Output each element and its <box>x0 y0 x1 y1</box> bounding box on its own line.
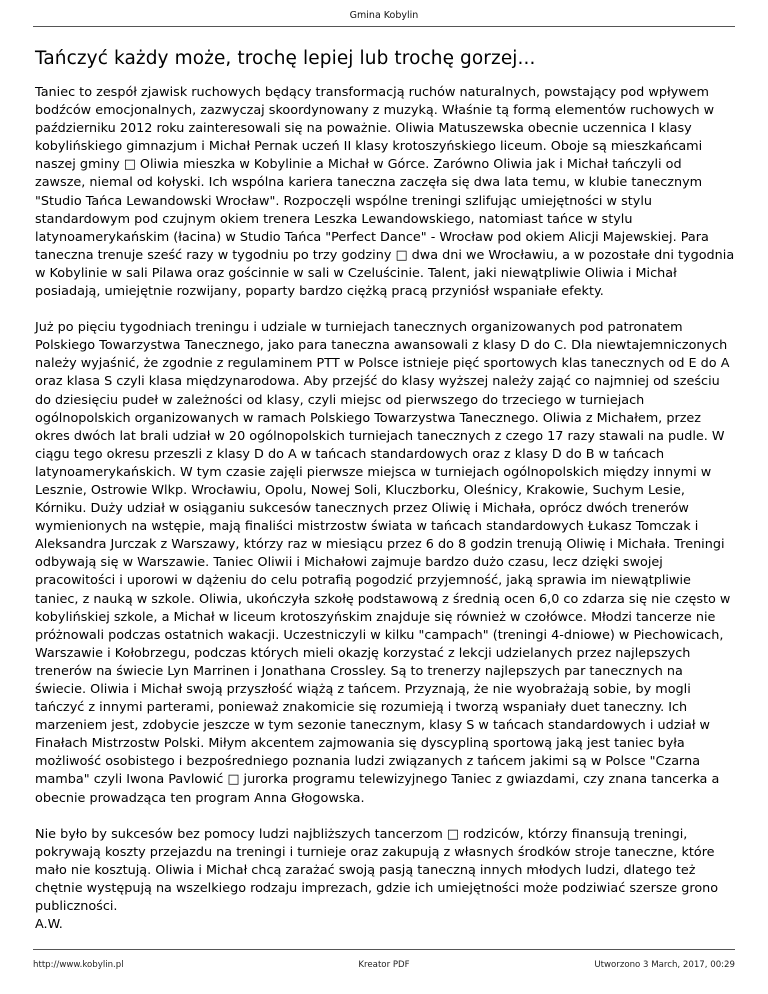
page-title: Tańczyć każdy może, trochę lepiej lub trochę gorzej... <box>35 48 536 70</box>
footer-divider <box>33 949 735 950</box>
site-header: Gmina Kobylin <box>349 10 419 21</box>
paragraph: Taniec to zespół zjawisk ruchowych będący transformacją ruchów naturalnych, powstający pod wpływem bodźców emocjonalnych, zazwyczaj skoordynowany z muzyką. Właśnie tą formą elementów ruchowych w październiku 2012 roku zainteresowali się na poważnie. Oliwia Matuszewska obecnie uczennica I klasy kobylińskiego gimnazjum i Michał Pernak uczeń II klasy krotoszyńskiego liceum. Oboje są mieszkańcami naszej gminy □ Oliwia mieszka w Kobylinie a Michał w Górce. Zarówno Oliwia jak i Michał tańczyli od zawsze, niemal od kołyski. Ich wspólna kariera taneczna zaczęła się dwa lata temu, w klubie tanecznym "Studio Tańca Lewandowski Wrocław". Rozpoczęli wspólne treningi szlifując umiejętności w stylu standardowym pod czujnym okiem trenera Leszka Lewandowskiego, natomiast tańce w stylu latynoamerykańskim (łacina) w Studio Tańca "Perfect Dance" - Wrocław pod okiem Alicji Majewskiej. Para taneczna trenuje sześć razy w tygodniu po trzy godziny □ dwa dni we Wrocławiu, a w pozostałe dni tygodnia w Kobylinie w sali Pilawa oraz gościnnie w sali w Czeluścinie. Talent, jaki niewątpliwie Oliwia i Michał posiadają, umiejętnie rozwijany, poparty bardzo ciężką pracą przyniósł wspaniałe efekty. <box>35 85 735 300</box>
paragraph: Już po pięciu tygodniach treningu i udziale w turniejach tanecznych organizowanych pod patronatem Polskiego Towarzystwa Tanecznego, jako para taneczna awansowali z klasy D do C. Dla niewtajemniczonych należy wyjaśnić, że zgodnie z regulaminem PTT w Polsce istnieje pięć sportowych klas tanecznych od E do A oraz klasa S czyli klasa międzynarodowa. Aby przejść do klasy wyższej należy zająć co najmniej od sześciu do dziesięciu pudeł w zależności od klasy, czyli miejsc od pierwszego do trzeciego w turniejach ogólnopolskich organizowanych w ramach Polskiego Towarzystwa Tanecznego. Oliwia z Michałem, przez okres dwóch lat brali udział w 20 ogólnopolskich turniejach tanecznych z czego 17 razy stawali na pudle. W ciągu tego okresu przeszli z klasy D do A w tańcach standardowych oraz z klasy D do B w tańcach latynoamerykańskich. W tym czasie zajęli pierwsze miejsca w turniejach ogólnopolskich między innymi w Lesznie, Ostrowie Wlkp. Wrocławiu, Opolu, Nowej Soli, Kluczborku, Oleśnicy, Krakowie, Suchym Lesie, Kórniku. Duży udział w osiąganiu sukcesów tanecznych przez Oliwię i Michała, oprócz dwóch trenerów wymienionych na wstępie, mają finaliści mistrzostw świata w tańcach standardowych Łukasz Tomczak i Aleksandra Jurczak z Warszawy, którzy raz w miesiącu przez 6 do 8 godzin trenują Oliwię i Michała. Treningi odbywają się w Warszawie. Taniec Oliwii i Michałowi zajmuje bardzo dużo czasu, lecz dzięki swojej pracowitości i uporowi w dążeniu do celu potrafią pogodzić przyjemność, jaką sprawia im niewątpliwie taniec, z nauką w szkole. Oliwia, ukończyła szkołę podstawową z średnią ocen 6,0 co zdarza się nie często w kobylińskiej szkole, a Michał w liceum krotoszyńskim znajduje się również w czołówce. Młodzi tancerze nie próżnowali podczas ostatnich wakacji. Uczestniczyli w kilku "campach" (treningi 4-dniowe) w Piechowicach, Warszawie i Kołobrzegu, podczas których mieli okazję korzystać z lekcji udzielanych przez najlepszych trenerów na świecie Lyn Marrinen i Jonathana Crossley. Są to trenerzy najlepszych par tanecznych na świecie. Oliwia i Michał swoją przyszłość wiążą z tańcem. Przyznają, że nie wyobrażają sobie, by mogli tańczyć z innymi parterami, ponieważ znakomicie się rozumieją i tworzą wspaniały duet taneczny. Ich marzeniem jest, zdobycie jeszcze w tym sezonie tanecznym, klasy S w tańcach standardowych i udział w Finałach Mistrzostw Polski. Miłym akcentem zajmowania się dyscypliną sportową jaką jest taniec była możliwość osobistego i bezpośredniego poznania ludzi związanych z tańcem jakimi są w Polsce "Czarna mamba" czyli Iwona Pavlowić □ jurorka programu telewizyjnego Taniec z gwiazdami, czy znana tancerka a obecnie prowadząca ten program Anna Głogowska. <box>35 320 731 806</box>
author-signature: A.W. <box>35 917 63 933</box>
footer-timestamp: Utworzono 3 March, 2017, 00:29 <box>594 960 735 970</box>
footer-url-link[interactable]: http://www.kobylin.pl <box>33 960 124 970</box>
article-body <box>35 84 735 934</box>
footer-url[interactable] <box>33 960 124 970</box>
footer-generator: Kreator PDF <box>358 960 410 970</box>
header-divider <box>33 26 735 27</box>
page-footer <box>33 960 735 970</box>
paragraph: Nie było by sukcesów bez pomocy ludzi najbliższych tancerzom □ rodziców, którzy finansują treningi, pokrywają koszty przejazdu na treningi i turnieje oraz zakupują z własnych środków stroje taneczne, które mało nie kosztują. Oliwia i Michał chcą zarażać swoją pasją taneczną innych młodych ludzi, dlatego też chętnie występują na wszelkiego rodzaju imprezach, gdzie ich umiejętności może podziwiać szersze grono publiczności. <box>35 826 719 915</box>
